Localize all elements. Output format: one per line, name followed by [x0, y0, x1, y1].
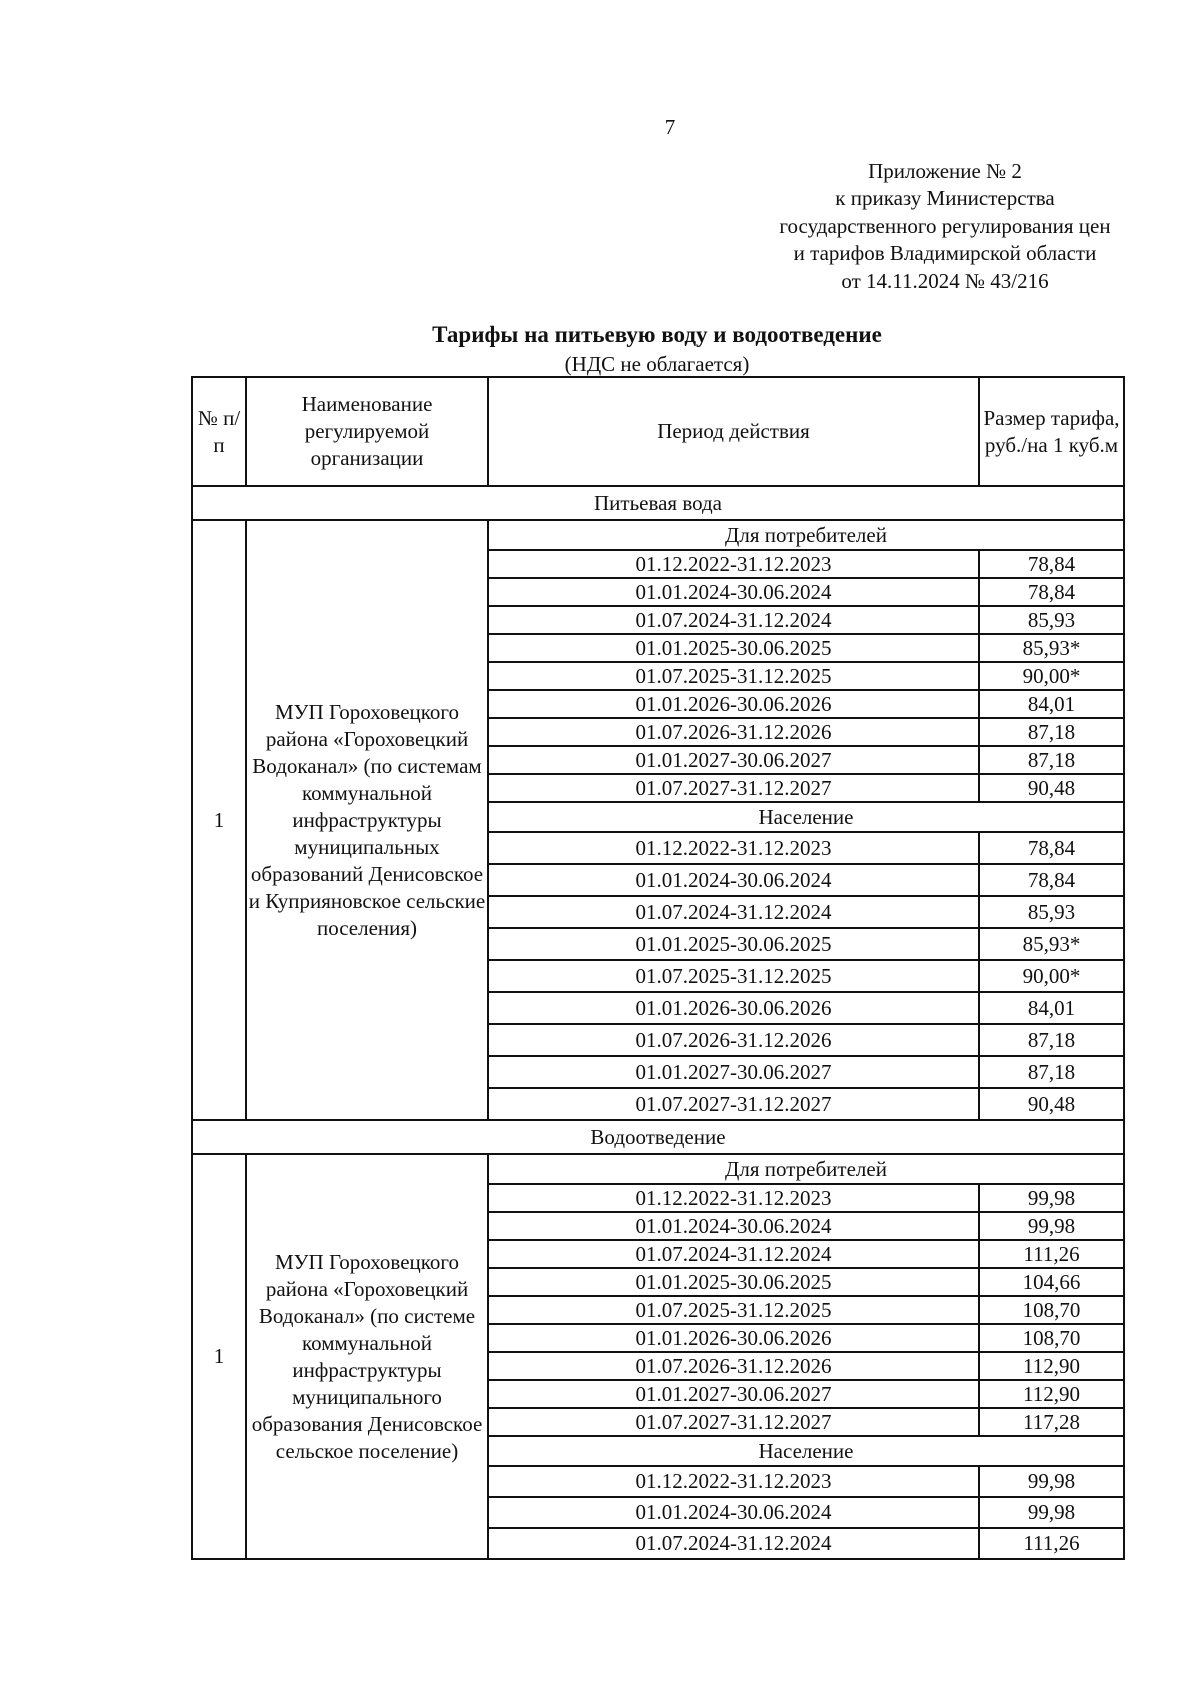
organization-name: МУП Гороховецкого района «Гороховецкий Водоканал» (по системам коммунальной инфраструктуры муниципальных образований Денисовское и Куприяновское сельские поселения)	[246, 520, 488, 1120]
tariff-cell: 117,28	[979, 1408, 1124, 1436]
row-number: 1	[192, 520, 246, 1120]
group-title: Для потребителей	[488, 1154, 1124, 1184]
tariff-table	[191, 376, 1125, 1560]
section-title: Питьевая вода	[192, 486, 1124, 520]
tariff-cell: 90,00*	[979, 960, 1124, 992]
tariff-cell: 111,26	[979, 1528, 1124, 1559]
period-cell: 01.01.2026-30.06.2026	[488, 1324, 979, 1352]
tariff-cell: 78,84	[979, 578, 1124, 606]
period-cell: 01.07.2024-31.12.2024	[488, 896, 979, 928]
tariff-cell: 111,26	[979, 1240, 1124, 1268]
tariff-cell: 108,70	[979, 1296, 1124, 1324]
period-cell: 01.07.2027-31.12.2027	[488, 774, 979, 802]
period-cell: 01.07.2025-31.12.2025	[488, 662, 979, 690]
group-row	[192, 1154, 1124, 1184]
tariff-cell: 99,98	[979, 1466, 1124, 1497]
tariff-cell: 112,90	[979, 1380, 1124, 1408]
group-title: Население	[488, 1436, 1124, 1466]
page-number: 7	[664, 115, 676, 139]
period-cell: 01.07.2026-31.12.2026	[488, 1024, 979, 1056]
annex-line: и тарифов Владимирской области	[793, 241, 1097, 266]
annex-line: государственного регулирования цен	[779, 213, 1111, 238]
period-cell: 01.12.2022-31.12.2023	[488, 1184, 979, 1212]
row-number: 1	[192, 1154, 246, 1559]
header-tariff: Размер тарифа, руб./на 1 куб.м	[979, 377, 1124, 486]
section-row	[192, 1120, 1124, 1154]
annex-line: к приказу Министерства	[835, 186, 1055, 211]
period-cell: 01.01.2027-30.06.2027	[488, 1380, 979, 1408]
period-cell: 01.01.2026-30.06.2026	[488, 690, 979, 718]
group-row	[192, 520, 1124, 550]
period-cell: 01.07.2025-31.12.2025	[488, 960, 979, 992]
tariff-cell: 84,01	[979, 690, 1124, 718]
tariff-cell: 90,48	[979, 1088, 1124, 1120]
tariff-cell: 87,18	[979, 718, 1124, 746]
header-period: Период действия	[488, 377, 979, 486]
header-org: Наименование регулируемой организации	[246, 377, 488, 486]
period-cell: 01.01.2026-30.06.2026	[488, 992, 979, 1024]
period-cell: 01.07.2024-31.12.2024	[488, 1528, 979, 1559]
tariff-cell: 85,93*	[979, 928, 1124, 960]
period-cell: 01.01.2027-30.06.2027	[488, 1056, 979, 1088]
organization-name: МУП Гороховецкого района «Гороховецкий Водоканал» (по системе коммунальной инфраструктуры муниципального образования Денисовское сельское поселение)	[246, 1154, 488, 1559]
tariff-cell: 108,70	[979, 1324, 1124, 1352]
tariff-cell: 87,18	[979, 1056, 1124, 1088]
tariff-cell: 85,93	[979, 606, 1124, 634]
annex-block	[745, 158, 1145, 295]
period-cell: 01.07.2027-31.12.2027	[488, 1408, 979, 1436]
period-cell: 01.01.2024-30.06.2024	[488, 1212, 979, 1240]
tariff-cell: 78,84	[979, 832, 1124, 864]
tariff-cell: 99,98	[979, 1497, 1124, 1528]
tariff-cell: 99,98	[979, 1212, 1124, 1240]
period-cell: 01.01.2025-30.06.2025	[488, 634, 979, 662]
period-cell: 01.01.2024-30.06.2024	[488, 578, 979, 606]
tariff-cell: 99,98	[979, 1184, 1124, 1212]
document-subtitle: (НДС не облагается)	[564, 352, 750, 376]
period-cell: 01.01.2025-30.06.2025	[488, 928, 979, 960]
tariff-cell: 85,93*	[979, 634, 1124, 662]
tariff-cell: 87,18	[979, 1024, 1124, 1056]
period-cell: 01.07.2026-31.12.2026	[488, 718, 979, 746]
table-header-row	[192, 377, 1124, 486]
period-cell: 01.01.2024-30.06.2024	[488, 864, 979, 896]
tariff-cell: 90,00*	[979, 662, 1124, 690]
tariff-cell: 112,90	[979, 1352, 1124, 1380]
tariff-cell: 87,18	[979, 746, 1124, 774]
period-cell: 01.01.2025-30.06.2025	[488, 1268, 979, 1296]
tariff-cell: 90,48	[979, 774, 1124, 802]
period-cell: 01.07.2025-31.12.2025	[488, 1296, 979, 1324]
section-title: Водоотведение	[192, 1120, 1124, 1154]
group-title: Для потребителей	[488, 520, 1124, 550]
tariff-cell: 78,84	[979, 550, 1124, 578]
section-row	[192, 486, 1124, 520]
tariff-cell: 84,01	[979, 992, 1124, 1024]
tariff-cell: 78,84	[979, 864, 1124, 896]
document-title: Тарифы на питьевую воду и водоотведение	[432, 322, 882, 347]
period-cell: 01.12.2022-31.12.2023	[488, 832, 979, 864]
period-cell: 01.07.2024-31.12.2024	[488, 606, 979, 634]
period-cell: 01.07.2026-31.12.2026	[488, 1352, 979, 1380]
annex-line: от 14.11.2024 № 43/216	[841, 268, 1049, 293]
period-cell: 01.12.2022-31.12.2023	[488, 1466, 979, 1497]
period-cell: 01.07.2027-31.12.2027	[488, 1088, 979, 1120]
tariff-cell: 85,93	[979, 896, 1124, 928]
header-num: № п/п	[192, 377, 246, 486]
period-cell: 01.12.2022-31.12.2023	[488, 550, 979, 578]
period-cell: 01.01.2027-30.06.2027	[488, 746, 979, 774]
period-cell: 01.07.2024-31.12.2024	[488, 1240, 979, 1268]
period-cell: 01.01.2024-30.06.2024	[488, 1497, 979, 1528]
tariff-cell: 104,66	[979, 1268, 1124, 1296]
annex-line: Приложение № 2	[868, 159, 1022, 183]
group-title: Население	[488, 802, 1124, 832]
